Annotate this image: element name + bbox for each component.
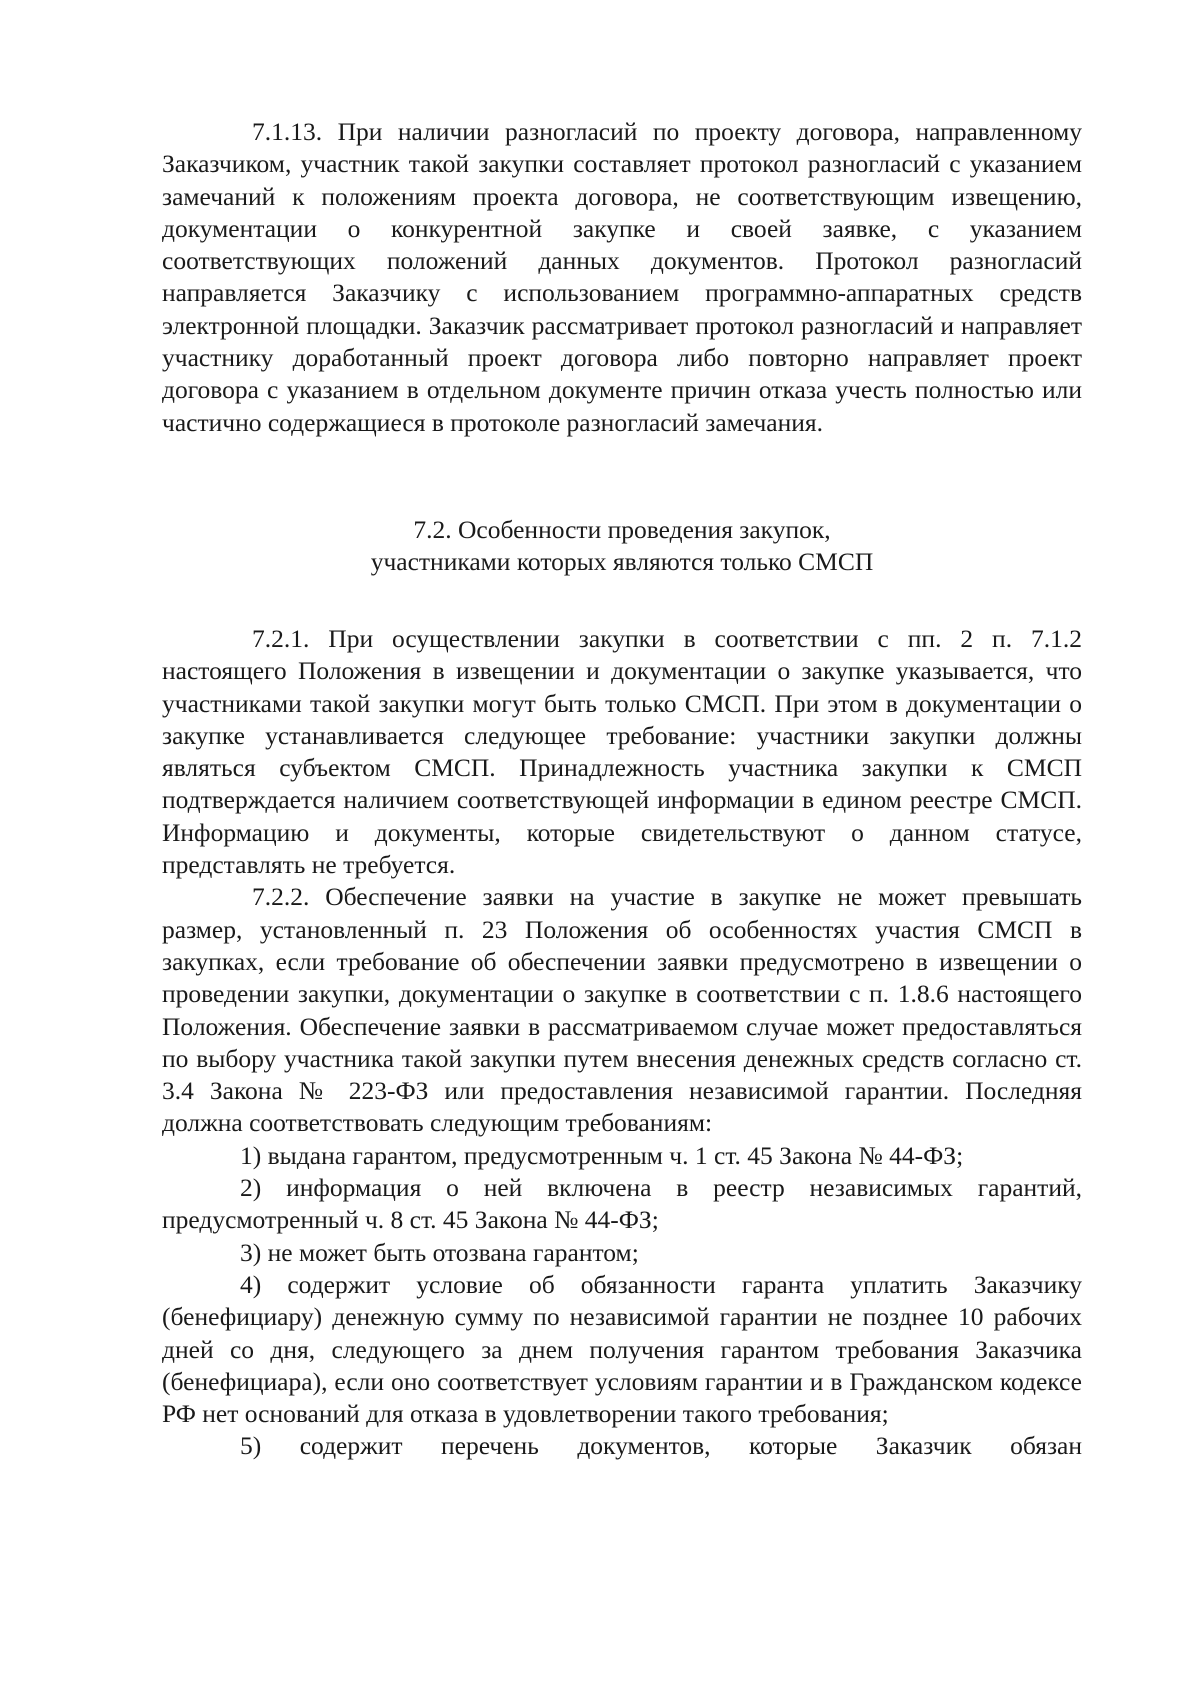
section-heading-7-2 (162, 514, 1082, 578)
spacer (162, 578, 1082, 623)
spacer (162, 439, 1082, 514)
clause-7-1-13: 7.1.13. При наличии разногласий по проекту договора, направленному Заказчиком, участник такой закупки составляет протокол разногласий с указанием замечаний к положениям проекта договора, не соответствующим извещению, документации о конкурентной закупке и своей заявке, с указанием соответствующих положений данных документов. Протокол разногласий направляется Заказчику с использованием программно-аппаратных средств электронной площадки. Заказчик рассматривает протокол разногласий и направляет участнику доработанный проект договора либо повторно направляет проект договора с указанием в отдельном документе причин отказа учесть полностью или частично содержащиеся в протоколе разногласий замечания. (162, 117, 1082, 437)
requirement-item-4: 4) содержит условие об обязанности гаранта уплатить Заказчику (бенефициару) денежную сумму по независимой гарантии не позднее 10 рабочих дней со дня, следующего за днем получения гарантом требования Заказчика (бенефициара), если оно соответствует условиям гарантии и в Гражданском кодексе РФ нет оснований для отказа в удовлетворении такого требования; (162, 1269, 1082, 1429)
clause-7-2-1: 7.2.1. При осуществлении закупки в соответствии с пп. 2 п. 7.1.2 настоящего Положения в извещении и документации о закупке указывается, что участниками такой закупки могут быть только СМСП. При этом в документации о закупке устанавливается следующее требование: участники закупки должны являться субъектом СМСП. Принадлежность участника закупки к СМСП подтверждается наличием соответствующей информации в едином реестре СМСП. Информацию и документы, которые свидетельствуют о данном статусе, представлять не требуется. (162, 623, 1082, 880)
document-page (162, 116, 1082, 1463)
requirement-item-1: 1) выдана гарантом, предусмотренным ч. 1 ст. 45 Закона № 44-ФЗ; (240, 1140, 964, 1170)
section-heading-line-1: 7.2. Особенности проведения закупок, (413, 514, 831, 544)
section-heading-line-2: участниками которых являются только СМСП (370, 546, 874, 576)
requirement-item-3: 3) не может быть отозвана гарантом; (240, 1237, 639, 1267)
clause-7-2-2: 7.2.2. Обеспечение заявки на участие в закупке не может превышать размер, установленный п. 23 Положения об особенностях участия СМСП в закупках, если требование об обеспечении заявки предусмотрено в извещении о проведении закупки, документации о закупке в соответствии с п. 1.8.6 настоящего Положения. Обеспечение заявки в рассматриваемом случае может предоставляться по выбору участника такой закупки путем внесения денежных средств согласно ст. 3.4 Закона № 223-ФЗ или предоставления независимой гарантии. Последняя должна соответствовать следующим требованиям: (162, 882, 1082, 1138)
requirement-item-2: 2) информация о ней включена в реестр независимых гарантий, предусмотренный ч. 8 ст. 45 Закона № 44-ФЗ; (162, 1173, 1082, 1235)
requirement-item-5: 5) содержит перечень документов, которые Заказчик обязан (240, 1431, 1082, 1461)
